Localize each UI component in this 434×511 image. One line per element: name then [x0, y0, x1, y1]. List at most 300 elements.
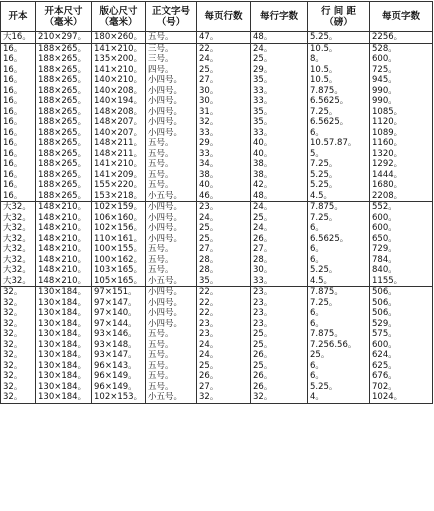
- table-row: [1, 371, 433, 382]
- cell-page-size: 188×265。: [36, 54, 92, 65]
- cell-lines-per-page: 27。: [197, 75, 251, 86]
- table-row: [1, 180, 433, 191]
- cell-chars-per-line: 24。: [251, 223, 308, 234]
- cell-type-area: 97×140。: [92, 308, 146, 319]
- cell-line-spacing: 6.5625。: [308, 96, 370, 107]
- cell-page-size: 130×184。: [36, 350, 92, 361]
- table-row: [1, 308, 433, 319]
- cell-format: 16。: [1, 96, 36, 107]
- cell-chars-per-page: 990。: [370, 96, 433, 107]
- cell-lines-per-page: 25。: [197, 223, 251, 234]
- cell-line-spacing: 6。: [308, 128, 370, 139]
- cell-format: 16。: [1, 54, 36, 65]
- cell-line-spacing: 6。: [308, 319, 370, 330]
- header-row: [1, 2, 433, 32]
- cell-type-area: 93×147。: [92, 350, 146, 361]
- cell-chars-per-line: 25。: [251, 329, 308, 340]
- cell-type-area: 110×161。: [92, 234, 146, 245]
- header-cell-line-spacing: 行 间 距 （磅）: [308, 2, 370, 32]
- cell-font-size: 五号。: [146, 180, 197, 191]
- cell-chars-per-line: 42。: [251, 180, 308, 191]
- cell-font-size: 五号。: [146, 340, 197, 351]
- cell-format: 32。: [1, 350, 36, 361]
- cell-page-size: 130×184。: [36, 371, 92, 382]
- table-row: [1, 340, 433, 351]
- cell-chars-per-page: 625。: [370, 361, 433, 372]
- cell-type-area: 102×153。: [92, 392, 146, 403]
- cell-format: 32。: [1, 329, 36, 340]
- cell-chars-per-page: 575。: [370, 329, 433, 340]
- cell-line-spacing: 5.25。: [308, 32, 370, 44]
- cell-lines-per-page: 30。: [197, 96, 251, 107]
- cell-type-area: 96×149。: [92, 382, 146, 393]
- cell-line-spacing: 6。: [308, 244, 370, 255]
- cell-lines-per-page: 28。: [197, 255, 251, 266]
- cell-chars-per-line: 25。: [251, 340, 308, 351]
- cell-chars-per-page: 1155。: [370, 276, 433, 287]
- cell-page-size: 130×184。: [36, 340, 92, 351]
- cell-type-area: 100×162。: [92, 255, 146, 266]
- cell-font-size: 小四号。: [146, 86, 197, 97]
- table-row: [1, 75, 433, 86]
- cell-font-size: 五号。: [146, 159, 197, 170]
- cell-lines-per-page: 27。: [197, 382, 251, 393]
- cell-lines-per-page: 23。: [197, 329, 251, 340]
- cell-lines-per-page: 34。: [197, 159, 251, 170]
- cell-font-size: 小四号。: [146, 96, 197, 107]
- cell-page-size: 148×210。: [36, 213, 92, 224]
- cell-chars-per-line: 23。: [251, 319, 308, 330]
- cell-page-size: 188×265。: [36, 65, 92, 76]
- cell-chars-per-line: 29。: [251, 65, 308, 76]
- cell-lines-per-page: 25。: [197, 361, 251, 372]
- cell-lines-per-page: 24。: [197, 350, 251, 361]
- cell-type-area: 97×144。: [92, 319, 146, 330]
- cell-chars-per-line: 28。: [251, 255, 308, 266]
- cell-type-area: 148×211。: [92, 138, 146, 149]
- cell-line-spacing: 6。: [308, 223, 370, 234]
- cell-font-size: 小四号。: [146, 128, 197, 139]
- cell-chars-per-line: 30。: [251, 265, 308, 276]
- cell-chars-per-page: 725。: [370, 65, 433, 76]
- cell-format: 32。: [1, 319, 36, 330]
- cell-line-spacing: 10.57.87。: [308, 138, 370, 149]
- cell-type-area: 140×210。: [92, 75, 146, 86]
- cell-chars-per-line: 38。: [251, 159, 308, 170]
- table-row: [1, 319, 433, 330]
- table-row: [1, 392, 433, 403]
- cell-type-area: 141×210。: [92, 159, 146, 170]
- table-row: [1, 32, 433, 44]
- cell-lines-per-page: 25。: [197, 65, 251, 76]
- cell-format: 大32。: [1, 265, 36, 276]
- cell-type-area: 106×160。: [92, 213, 146, 224]
- cell-lines-per-page: 23。: [197, 319, 251, 330]
- cell-page-size: 188×265。: [36, 43, 92, 54]
- cell-type-area: 102×156。: [92, 223, 146, 234]
- cell-type-area: 140×208。: [92, 86, 146, 97]
- cell-format: 16。: [1, 170, 36, 181]
- cell-chars-per-page: 624。: [370, 350, 433, 361]
- cell-chars-per-line: 23。: [251, 287, 308, 298]
- cell-lines-per-page: 33。: [197, 128, 251, 139]
- cell-chars-per-page: 2208。: [370, 191, 433, 202]
- cell-chars-per-page: 1444。: [370, 170, 433, 181]
- cell-format: 32。: [1, 371, 36, 382]
- cell-chars-per-line: 33。: [251, 128, 308, 139]
- cell-chars-per-page: 945。: [370, 75, 433, 86]
- cell-lines-per-page: 31。: [197, 107, 251, 118]
- cell-line-spacing: 5.25。: [308, 180, 370, 191]
- cell-type-area: 148×211。: [92, 149, 146, 160]
- cell-font-size: 小四号。: [146, 202, 197, 213]
- cell-line-spacing: 10.5。: [308, 65, 370, 76]
- cell-type-area: 105×165。: [92, 276, 146, 287]
- cell-page-size: 188×265。: [36, 149, 92, 160]
- cell-lines-per-page: 22。: [197, 43, 251, 54]
- cell-line-spacing: 5.25。: [308, 382, 370, 393]
- cell-lines-per-page: 24。: [197, 213, 251, 224]
- cell-format: 16。: [1, 149, 36, 160]
- cell-font-size: 五号。: [146, 265, 197, 276]
- cell-chars-per-page: 676。: [370, 371, 433, 382]
- cell-format: 大32。: [1, 255, 36, 266]
- cell-format: 16。: [1, 159, 36, 170]
- cell-format: 大32。: [1, 223, 36, 234]
- cell-chars-per-page: 600。: [370, 54, 433, 65]
- cell-chars-per-page: 600。: [370, 223, 433, 234]
- cell-type-area: 180×260。: [92, 32, 146, 44]
- cell-chars-per-line: 24。: [251, 202, 308, 213]
- cell-lines-per-page: 35。: [197, 276, 251, 287]
- cell-chars-per-line: 25。: [251, 361, 308, 372]
- cell-page-size: 188×265。: [36, 159, 92, 170]
- cell-format: 32。: [1, 382, 36, 393]
- cell-chars-per-line: 48。: [251, 191, 308, 202]
- cell-lines-per-page: 27。: [197, 244, 251, 255]
- cell-lines-per-page: 38。: [197, 170, 251, 181]
- cell-chars-per-page: 729。: [370, 244, 433, 255]
- table-row: [1, 138, 433, 149]
- cell-line-spacing: 4.5。: [308, 276, 370, 287]
- table-row: [1, 96, 433, 107]
- cell-font-size: 三号。: [146, 54, 197, 65]
- table-row: [1, 265, 433, 276]
- cell-type-area: 103×165。: [92, 265, 146, 276]
- cell-line-spacing: 6.5625。: [308, 117, 370, 128]
- cell-lines-per-page: 22。: [197, 308, 251, 319]
- cell-lines-per-page: 25。: [197, 234, 251, 245]
- cell-chars-per-line: 40。: [251, 149, 308, 160]
- cell-format: 16。: [1, 128, 36, 139]
- cell-page-size: 130×184。: [36, 287, 92, 298]
- cell-chars-per-line: 32。: [251, 392, 308, 403]
- cell-chars-per-line: 25。: [251, 54, 308, 65]
- table-row: [1, 255, 433, 266]
- cell-font-size: 小四号。: [146, 298, 197, 309]
- cell-format: 大32。: [1, 244, 36, 255]
- cell-lines-per-page: 28。: [197, 265, 251, 276]
- cell-format: 大16。: [1, 32, 36, 44]
- cell-format: 大32。: [1, 276, 36, 287]
- cell-font-size: 五号。: [146, 149, 197, 160]
- cell-type-area: 135×200。: [92, 54, 146, 65]
- cell-format: 16。: [1, 191, 36, 202]
- cell-lines-per-page: 24。: [197, 54, 251, 65]
- cell-type-area: 97×151。: [92, 287, 146, 298]
- cell-font-size: 五号。: [146, 371, 197, 382]
- cell-font-size: 小四号。: [146, 107, 197, 118]
- cell-lines-per-page: 22。: [197, 298, 251, 309]
- cell-chars-per-page: 1680。: [370, 180, 433, 191]
- table-row: [1, 149, 433, 160]
- cell-page-size: 148×210。: [36, 202, 92, 213]
- table-row: [1, 107, 433, 118]
- cell-page-size: 188×265。: [36, 191, 92, 202]
- cell-line-spacing: 5.25。: [308, 170, 370, 181]
- table-row: [1, 86, 433, 97]
- table-row: [1, 276, 433, 287]
- cell-chars-per-line: 35。: [251, 107, 308, 118]
- cell-chars-per-line: 27。: [251, 244, 308, 255]
- cell-format: 大32。: [1, 213, 36, 224]
- cell-line-spacing: 10.5。: [308, 75, 370, 86]
- cell-chars-per-line: 23。: [251, 298, 308, 309]
- cell-line-spacing: 7.875。: [308, 202, 370, 213]
- cell-line-spacing: 6。: [308, 255, 370, 266]
- table-body: [1, 32, 433, 404]
- cell-chars-per-page: 506。: [370, 287, 433, 298]
- cell-chars-per-page: 1089。: [370, 128, 433, 139]
- cell-format: 大32。: [1, 234, 36, 245]
- cell-type-area: 141×210。: [92, 43, 146, 54]
- cell-font-size: 小五号。: [146, 392, 197, 403]
- cell-chars-per-page: 990。: [370, 86, 433, 97]
- cell-format: 32。: [1, 308, 36, 319]
- cell-line-spacing: 7.25。: [308, 107, 370, 118]
- cell-chars-per-line: 35。: [251, 75, 308, 86]
- cell-type-area: 141×209。: [92, 170, 146, 181]
- cell-chars-per-page: 1160。: [370, 138, 433, 149]
- cell-line-spacing: 7.25。: [308, 213, 370, 224]
- cell-chars-per-line: 48。: [251, 32, 308, 44]
- cell-lines-per-page: 47。: [197, 32, 251, 44]
- cell-page-size: 188×265。: [36, 117, 92, 128]
- cell-chars-per-page: 529。: [370, 319, 433, 330]
- cell-format: 32。: [1, 298, 36, 309]
- cell-line-spacing: 7.875。: [308, 86, 370, 97]
- cell-page-size: 130×184。: [36, 361, 92, 372]
- cell-font-size: 五号。: [146, 170, 197, 181]
- cell-font-size: 五号。: [146, 255, 197, 266]
- cell-font-size: 五号。: [146, 350, 197, 361]
- cell-chars-per-line: 33。: [251, 276, 308, 287]
- cell-chars-per-page: 1320。: [370, 149, 433, 160]
- cell-type-area: 155×220。: [92, 180, 146, 191]
- cell-chars-per-page: 1292。: [370, 159, 433, 170]
- cell-line-spacing: 6。: [308, 308, 370, 319]
- cell-chars-per-line: 33。: [251, 96, 308, 107]
- cell-chars-per-page: 650。: [370, 234, 433, 245]
- cell-type-area: 141×210。: [92, 65, 146, 76]
- cell-page-size: 188×265。: [36, 170, 92, 181]
- cell-chars-per-page: 552。: [370, 202, 433, 213]
- cell-type-area: 140×207。: [92, 128, 146, 139]
- cell-page-size: 188×265。: [36, 180, 92, 191]
- cell-font-size: 小四号。: [146, 287, 197, 298]
- cell-format: 16。: [1, 138, 36, 149]
- cell-chars-per-page: 840。: [370, 265, 433, 276]
- cell-font-size: 小五号。: [146, 276, 197, 287]
- format-spec-table: [0, 1, 433, 404]
- table-row: [1, 244, 433, 255]
- header-cell-chars-per-line: 每行字数: [251, 2, 308, 32]
- cell-lines-per-page: 32。: [197, 117, 251, 128]
- cell-line-spacing: 7.25。: [308, 159, 370, 170]
- cell-chars-per-page: 1120。: [370, 117, 433, 128]
- cell-line-spacing: 5.25。: [308, 265, 370, 276]
- table-row: [1, 234, 433, 245]
- table-row: [1, 43, 433, 54]
- cell-chars-per-line: 25。: [251, 213, 308, 224]
- cell-line-spacing: 7.256.56。: [308, 340, 370, 351]
- table-row: [1, 128, 433, 139]
- cell-font-size: 五号。: [146, 138, 197, 149]
- cell-font-size: 小四号。: [146, 319, 197, 330]
- cell-line-spacing: 4。: [308, 392, 370, 403]
- table-row: [1, 117, 433, 128]
- cell-format: 16。: [1, 65, 36, 76]
- cell-format: 32。: [1, 361, 36, 372]
- cell-format: 16。: [1, 43, 36, 54]
- header-cell-format: 开本: [1, 2, 36, 32]
- cell-font-size: 三号。: [146, 43, 197, 54]
- cell-page-size: 148×210。: [36, 276, 92, 287]
- cell-lines-per-page: 40。: [197, 180, 251, 191]
- cell-chars-per-line: 26。: [251, 371, 308, 382]
- cell-chars-per-page: 506。: [370, 298, 433, 309]
- cell-lines-per-page: 26。: [197, 371, 251, 382]
- cell-format: 大32。: [1, 202, 36, 213]
- table-row: [1, 298, 433, 309]
- table-row: [1, 287, 433, 298]
- cell-font-size: 小五号。: [146, 191, 197, 202]
- header-cell-font-size: 正文字号 （号）: [146, 2, 197, 32]
- table-row: [1, 223, 433, 234]
- cell-line-spacing: 6.5625。: [308, 234, 370, 245]
- cell-line-spacing: 25。: [308, 350, 370, 361]
- cell-chars-per-line: 26。: [251, 234, 308, 245]
- cell-page-size: 130×184。: [36, 298, 92, 309]
- cell-page-size: 188×265。: [36, 138, 92, 149]
- cell-chars-per-page: 1024。: [370, 392, 433, 403]
- cell-type-area: 96×149。: [92, 371, 146, 382]
- cell-format: 16。: [1, 86, 36, 97]
- cell-page-size: 148×210。: [36, 234, 92, 245]
- cell-format: 32。: [1, 340, 36, 351]
- cell-lines-per-page: 22。: [197, 287, 251, 298]
- cell-chars-per-page: 600。: [370, 340, 433, 351]
- cell-page-size: 130×184。: [36, 308, 92, 319]
- cell-page-size: 188×265。: [36, 75, 92, 86]
- cell-lines-per-page: 24。: [197, 340, 251, 351]
- cell-page-size: 188×265。: [36, 96, 92, 107]
- cell-line-spacing: 7.875。: [308, 287, 370, 298]
- header-cell-page-size: 开本尺寸 （毫米）: [36, 2, 92, 32]
- cell-lines-per-page: 23。: [197, 202, 251, 213]
- table-row: [1, 213, 433, 224]
- cell-chars-per-page: 528。: [370, 43, 433, 54]
- cell-page-size: 130×184。: [36, 319, 92, 330]
- cell-type-area: 96×143。: [92, 361, 146, 372]
- cell-line-spacing: 8。: [308, 54, 370, 65]
- table-row: [1, 202, 433, 213]
- cell-lines-per-page: 46。: [197, 191, 251, 202]
- table-row: [1, 159, 433, 170]
- cell-lines-per-page: 29。: [197, 138, 251, 149]
- cell-type-area: 100×155。: [92, 244, 146, 255]
- table-row: [1, 54, 433, 65]
- cell-lines-per-page: 33。: [197, 149, 251, 160]
- table-row: [1, 329, 433, 340]
- cell-line-spacing: 6。: [308, 361, 370, 372]
- cell-page-size: 188×265。: [36, 128, 92, 139]
- cell-type-area: 93×146。: [92, 329, 146, 340]
- cell-page-size: 130×184。: [36, 382, 92, 393]
- cell-font-size: 五号。: [146, 32, 197, 44]
- cell-chars-per-line: 33。: [251, 86, 308, 97]
- header-cell-chars-per-page: 每页字数: [370, 2, 433, 32]
- cell-format: 32。: [1, 287, 36, 298]
- cell-font-size: 五号。: [146, 382, 197, 393]
- cell-chars-per-line: 26。: [251, 382, 308, 393]
- cell-lines-per-page: 30。: [197, 86, 251, 97]
- cell-page-size: 130×184。: [36, 392, 92, 403]
- cell-font-size: 小四号。: [146, 234, 197, 245]
- cell-font-size: 小四号。: [146, 117, 197, 128]
- table-row: [1, 191, 433, 202]
- cell-lines-per-page: 32。: [197, 392, 251, 403]
- cell-type-area: 97×147。: [92, 298, 146, 309]
- cell-type-area: 93×148。: [92, 340, 146, 351]
- cell-page-size: 148×210。: [36, 255, 92, 266]
- cell-line-spacing: 6。: [308, 371, 370, 382]
- cell-type-area: 102×159。: [92, 202, 146, 213]
- header-cell-type-area: 版心尺寸 （毫米）: [92, 2, 146, 32]
- cell-type-area: 148×207。: [92, 117, 146, 128]
- cell-font-size: 小四号。: [146, 308, 197, 319]
- cell-chars-per-line: 38。: [251, 170, 308, 181]
- cell-chars-per-line: 26。: [251, 350, 308, 361]
- cell-font-size: 五号。: [146, 329, 197, 340]
- header-cell-lines-per-page: 每页行数: [197, 2, 251, 32]
- cell-line-spacing: 4.5。: [308, 191, 370, 202]
- cell-page-size: 148×210。: [36, 265, 92, 276]
- table-row: [1, 382, 433, 393]
- cell-font-size: 四号。: [146, 65, 197, 76]
- cell-page-size: 210×297。: [36, 32, 92, 44]
- cell-font-size: 小四号。: [146, 75, 197, 86]
- table-row: [1, 65, 433, 76]
- table-row: [1, 170, 433, 181]
- cell-font-size: 五号。: [146, 244, 197, 255]
- cell-type-area: 148×208。: [92, 107, 146, 118]
- cell-font-size: 五号。: [146, 361, 197, 372]
- cell-page-size: 188×265。: [36, 107, 92, 118]
- cell-page-size: 188×265。: [36, 86, 92, 97]
- table-row: [1, 350, 433, 361]
- cell-chars-per-line: 35。: [251, 117, 308, 128]
